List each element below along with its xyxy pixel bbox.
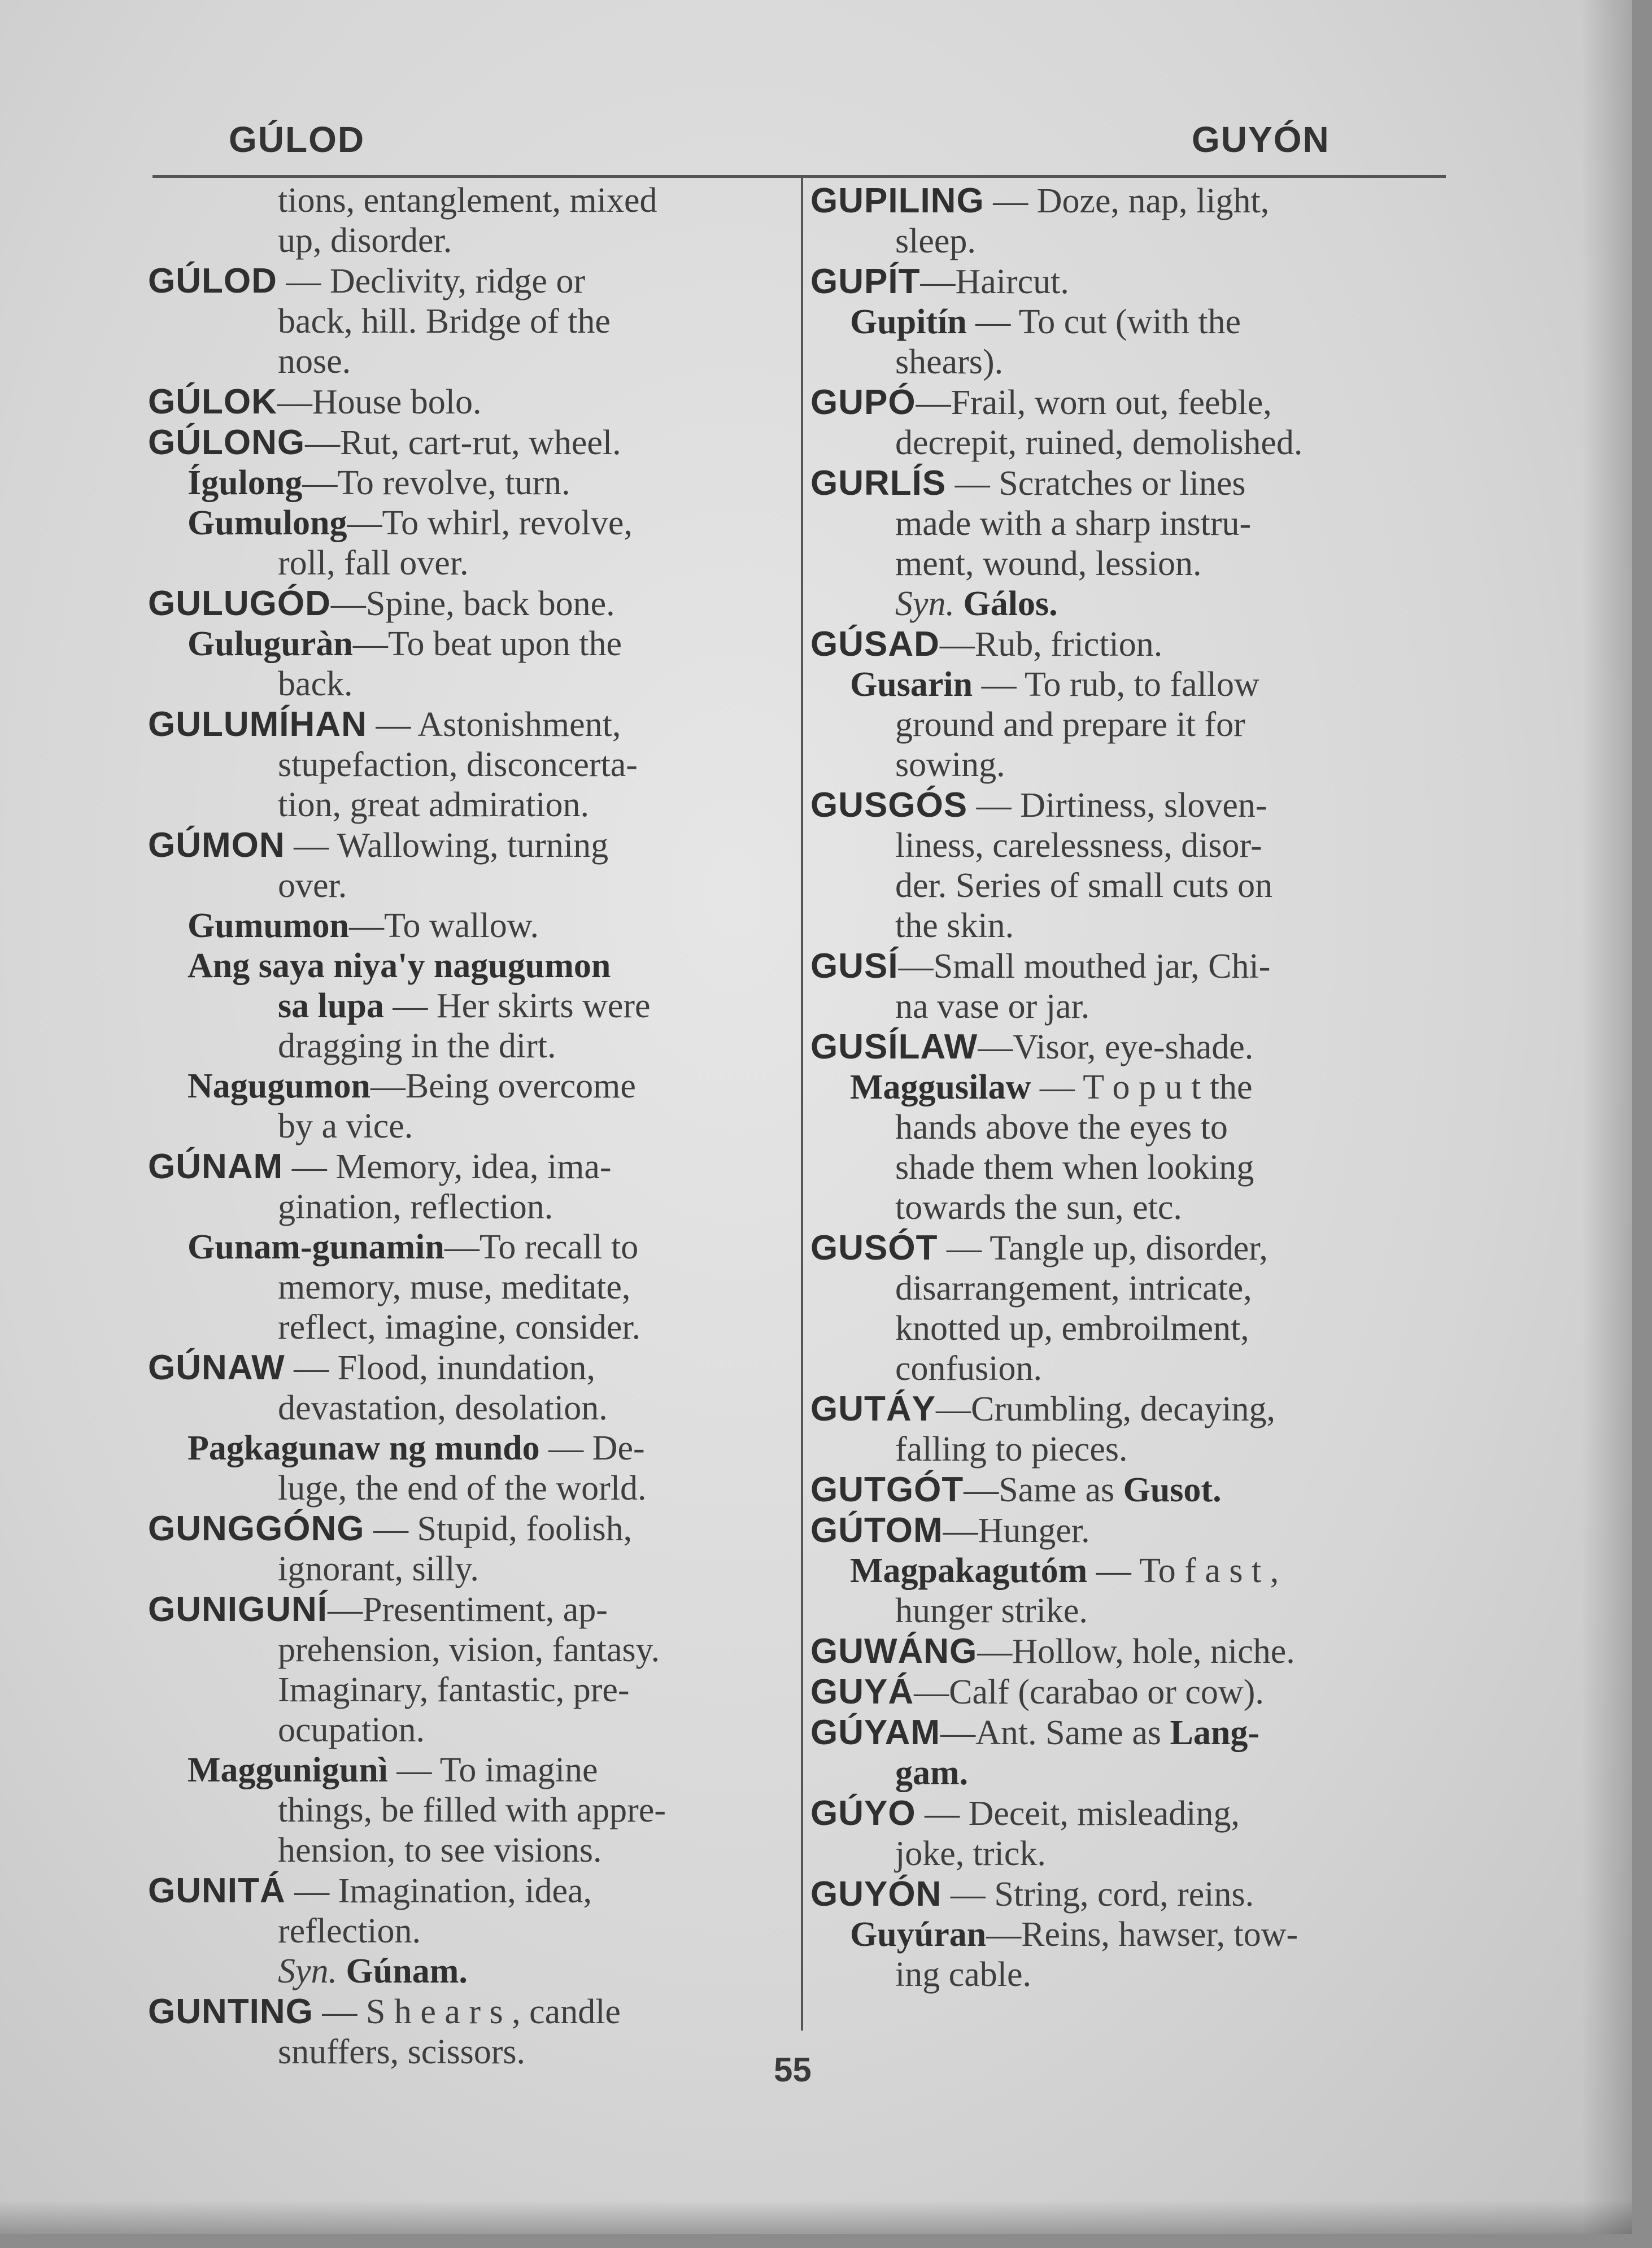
dictionary-line: prehension, vision, fantasy. <box>278 1631 660 1669</box>
dictionary-line: towards the sun, etc. <box>895 1188 1182 1227</box>
dictionary-line: ing cable. <box>895 1955 1032 1994</box>
running-head-left: GÚLOD <box>229 119 365 160</box>
dictionary-line: der. Series of small cuts on <box>895 866 1273 905</box>
dictionary-line: Guyúran—Reins, hawser, tow- <box>850 1915 1298 1954</box>
dictionary-line: over. <box>278 866 347 905</box>
page-edge-shadow <box>1581 0 1632 2234</box>
dictionary-line: ment, wound, lession. <box>895 544 1202 583</box>
dictionary-line: ocupation. <box>278 1711 425 1749</box>
dictionary-line: Ang saya niya'y nagugumon <box>188 947 611 985</box>
dictionary-line: decrepit, ruined, demolished. <box>895 424 1303 462</box>
dictionary-line: hension, to see visions. <box>278 1831 602 1870</box>
right-column <box>810 181 1449 1995</box>
dictionary-line: GÚNAM — Memory, idea, ima- <box>148 1147 612 1186</box>
dictionary-line: back. <box>278 665 353 703</box>
dictionary-line: GUPÍT—Haircut. <box>810 262 1069 301</box>
dictionary-line: falling to pieces. <box>895 1430 1128 1469</box>
dictionary-line: snuffers, scissors. <box>278 2033 525 2071</box>
dictionary-line: the skin. <box>895 907 1014 945</box>
dictionary-line: up, disorder. <box>278 221 452 260</box>
dictionary-line: GÚLONG—Rut, cart-rut, wheel. <box>148 423 621 462</box>
dictionary-line: GULUMÍHAN — Astonishment, <box>148 705 621 744</box>
dictionary-line: reflect, imagine, consider. <box>278 1308 641 1347</box>
dictionary-line: confusion. <box>895 1349 1043 1388</box>
dictionary-line: Maggunigunì — To imagine <box>188 1751 598 1789</box>
dictionary-line: sleep. <box>895 222 976 260</box>
dictionary-line: shears). <box>895 343 1004 381</box>
dictionary-line: GUPÓ—Frail, worn out, feeble, <box>810 383 1272 422</box>
dictionary-line: Syn. Gálos. <box>895 585 1058 623</box>
dictionary-line: GÚLOK—House bolo. <box>148 382 482 421</box>
dictionary-line: memory, muse, meditate, <box>278 1268 631 1306</box>
dictionary-line: Gunam-gunamin—To recall to <box>188 1228 639 1266</box>
dictionary-line: nose. <box>278 342 351 381</box>
dictionary-line: sa lupa — Her skirts were <box>278 987 651 1025</box>
dictionary-line: hands above the eyes to <box>895 1108 1228 1147</box>
dictionary-line: joke, trick. <box>895 1835 1046 1873</box>
dictionary-line: Gusarin — To rub, to fallow <box>850 665 1259 704</box>
dictionary-line: Ígulong—To revolve, turn. <box>188 464 570 502</box>
dictionary-line: GUSÍ—Small mouthed jar, Chi- <box>810 947 1271 986</box>
dictionary-line: Pagkagunaw ng mundo — De- <box>188 1429 645 1467</box>
dictionary-line: GURLÍS — Scratches or lines <box>810 464 1246 503</box>
dictionary-line: Gumumon—To wallow. <box>188 907 539 945</box>
dictionary-line: disarrangement, intricate, <box>895 1269 1252 1308</box>
dictionary-line: devastation, desolation. <box>278 1389 608 1427</box>
dictionary-line: back, hill. Bridge of the <box>278 302 611 341</box>
dictionary-line: GÚYAM—Ant. Same as Lang- <box>810 1713 1259 1752</box>
dictionary-line: GUNITÁ — Imagination, idea, <box>148 1871 592 1910</box>
dictionary-line: Maggusilaw — T o p u t the <box>850 1068 1253 1106</box>
dictionary-line: by a vice. <box>278 1107 413 1145</box>
header-rule <box>152 175 1446 178</box>
dictionary-line: tions, entanglement, mixed <box>278 181 657 220</box>
column-divider <box>801 178 803 2031</box>
dictionary-line: stupefaction, disconcerta- <box>278 746 638 784</box>
dictionary-line: liness, carelessness, disor- <box>895 826 1262 865</box>
dictionary-line: Imaginary, fantastic, pre- <box>278 1671 630 1709</box>
dictionary-line: Gumulong—To whirl, revolve, <box>188 504 633 542</box>
running-head-right: GUYÓN <box>1192 119 1330 160</box>
dictionary-line: Nagugumon—Being overcome <box>188 1067 636 1105</box>
page-bottom-shadow <box>0 2200 1632 2234</box>
dictionary-line: GÚLOD — Declivity, ridge or <box>148 262 586 300</box>
dictionary-line: Guluguràn—To beat upon the <box>188 625 622 663</box>
dictionary-line: shade them when looking <box>895 1148 1254 1187</box>
dictionary-line: GUSÍLAW—Visor, eye-shade. <box>810 1027 1254 1066</box>
dictionary-line: GUSGÓS — Dirtiness, sloven- <box>810 786 1267 825</box>
dictionary-line: GUNIGUNÍ—Presentiment, ap- <box>148 1590 608 1629</box>
dictionary-line: Syn. Gúnam. <box>278 1952 468 1990</box>
page-number: 55 <box>774 2051 812 2089</box>
dictionary-line: GULUGÓD—Spine, back bone. <box>148 584 615 623</box>
dictionary-line: roll, fall over. <box>278 544 469 582</box>
dictionary-line: ground and prepare it for <box>895 705 1245 744</box>
dictionary-line: GUYÓN — String, cord, reins. <box>810 1875 1254 1914</box>
dictionary-line: knotted up, embroilment, <box>895 1309 1249 1348</box>
dictionary-line: gam. <box>895 1754 969 1792</box>
dictionary-line: GUNGGÓNG — Stupid, foolish, <box>148 1509 633 1548</box>
dictionary-line: hunger strike. <box>895 1592 1088 1630</box>
dictionary-line: GÚNAW — Flood, inundation, <box>148 1348 596 1387</box>
dictionary-line: GÚSAD—Rub, friction. <box>810 625 1163 664</box>
dictionary-line: GUPILING — Doze, nap, light, <box>810 181 1270 220</box>
dictionary-line: things, be filled with appre- <box>278 1791 666 1829</box>
dictionary-line: tion, great admiration. <box>278 786 589 824</box>
dictionary-line: GUTÁY—Crumbling, decaying, <box>810 1389 1275 1428</box>
dictionary-line: GÚTOM—Hunger. <box>810 1511 1090 1550</box>
dictionary-line: made with a sharp instru- <box>895 504 1252 543</box>
dictionary-line: Gupitín — To cut (with the <box>850 303 1241 341</box>
dictionary-line: GUWÁNG—Hollow, hole, niche. <box>810 1632 1295 1671</box>
dictionary-line: GUYÁ—Calf (carabao or cow). <box>810 1672 1264 1711</box>
left-column <box>148 181 783 2072</box>
dictionary-line: gination, reflection. <box>278 1188 553 1226</box>
dictionary-line: GUNTING — S h e a r s , candle <box>148 1992 621 2031</box>
dictionary-line: ignorant, silly. <box>278 1550 479 1588</box>
dictionary-line: GÚMON — Wallowing, turning <box>148 826 609 865</box>
dictionary-line: GUTGÓT—Same as Gusot. <box>810 1470 1222 1509</box>
dictionary-line: GUSÓT — Tangle up, disorder, <box>810 1228 1268 1267</box>
dictionary-line: sowing. <box>895 746 1005 784</box>
dictionary-line: GÚYO — Deceit, misleading, <box>810 1794 1240 1833</box>
dictionary-line: Magpakagutóm — To f a s t , <box>850 1552 1279 1590</box>
dictionary-line: reflection. <box>278 1912 421 1950</box>
dictionary-line: dragging in the dirt. <box>278 1027 556 1065</box>
dictionary-line: na vase or jar. <box>895 987 1090 1026</box>
dictionary-line: luge, the end of the world. <box>278 1469 647 1508</box>
